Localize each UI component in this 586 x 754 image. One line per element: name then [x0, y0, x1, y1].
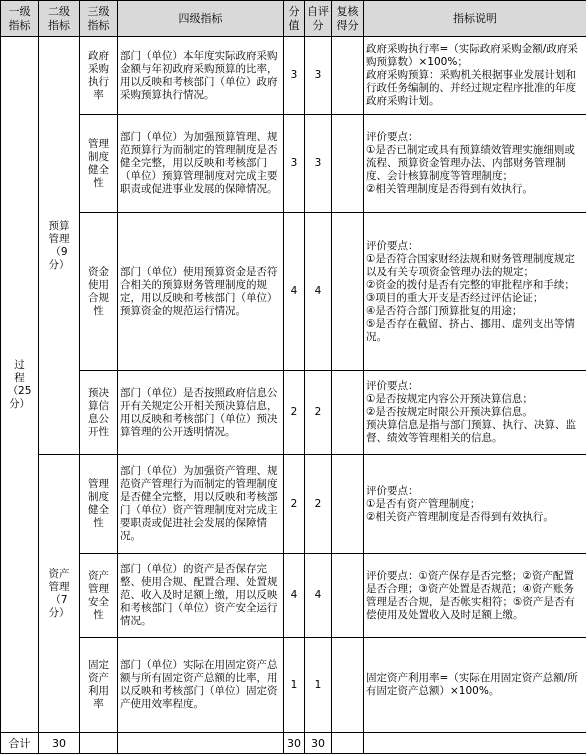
review-score-cell — [332, 371, 364, 455]
self-score-cell: 1 — [305, 638, 332, 733]
review-score-cell — [332, 455, 364, 554]
score-cell: 3 — [284, 115, 305, 213]
score-cell: 4 — [284, 554, 305, 638]
level3-cell: 固定 资产 利用 率 — [80, 638, 118, 733]
score-cell: 2 — [284, 371, 305, 455]
level3-cell: 资金 使用 合规 性 — [80, 213, 118, 371]
table-row — [1, 554, 586, 638]
level3-cell: 资产 管理 安全 性 — [80, 554, 118, 638]
review-score-cell — [332, 638, 364, 733]
self-score-cell: 2 — [305, 455, 332, 554]
header-self-score: 自评 分 — [305, 1, 332, 37]
table-row — [1, 638, 586, 733]
level4-cell: 部门（单位）的资产是否保存完整、使用合规、配置合理、处置规范、收入及时足额上缴，用以反映和考核部门（单位）资产安全运行情况。 — [118, 554, 284, 638]
header-description: 指标说明 — [364, 1, 586, 37]
self-score-cell: 3 — [305, 115, 332, 213]
level4-cell: 部门（单位）实际在用固定资产总额与所有固定资产总额的比率，用以反映和考核部门（单位）固定资产使用效率程度。 — [118, 638, 284, 733]
table-row — [1, 37, 586, 115]
description-cell: 评价要点： ①是否按规定内容公开预决算信息； ②是否按规定时限公开预决算信息。 预决算信息是指与部门预算、执行、决算、监督、绩效等管理相关的信息。 — [364, 371, 586, 455]
description-cell: 评价要点：①资产保存是否完整；②资产配置是否合理；③资产处置是否规范；④资产账务管理是否合规，是否帐实相符；⑤资产是否有偿使用及处置收入及时足额上缴。 — [364, 554, 586, 638]
header-review-score: 复核 得分 — [332, 1, 364, 37]
score-cell: 4 — [284, 213, 305, 371]
self-score-cell: 2 — [305, 371, 332, 455]
table-row — [1, 371, 586, 455]
description-cell: 政府采购执行率=（实际政府采购金额/政府采购预算数）×100%； 政府采购预算：采购机关根据事业发展计划和行政任务编制的、并经过规定程序批准的年度政府采购计划。 — [364, 37, 586, 115]
total-empty-description — [364, 733, 586, 754]
header-level2: 二级 指标 — [39, 1, 80, 37]
level4-cell: 部门（单位）使用预算资金是否符合相关的预算财务管理制度的规定，用以反映和考核部门（单位）预算资金的规范运行情况。 — [118, 213, 284, 371]
header-level4: 四级指标 — [118, 1, 284, 37]
header-row — [1, 1, 586, 37]
self-score-cell: 4 — [305, 554, 332, 638]
level2-cell-budget: 预算 管理 （9 分） — [39, 37, 80, 455]
level4-cell: 部门（单位）为加强资产管理、规范资产管理行为而制定的管理制度是否健全完整，用以反映和考核部门（单位）资产管理制度对完成主要职责或促进社会发展的保障情况。 — [118, 455, 284, 554]
description-cell: 评价要点： ①是否有资产管理制度； ②相关资产管理制度是否得到有效执行。 — [364, 455, 586, 554]
header-level1: 一级 指标 — [1, 1, 39, 37]
header-level3: 三级 指标 — [80, 1, 118, 37]
level3-cell: 管理 制度 健全 性 — [80, 115, 118, 213]
self-score-cell: 3 — [305, 37, 332, 115]
review-score-cell — [332, 213, 364, 371]
review-score-cell — [332, 554, 364, 638]
review-score-cell — [332, 37, 364, 115]
header-score: 分 值 — [284, 1, 305, 37]
table-row — [1, 213, 586, 371]
score-cell: 2 — [284, 455, 305, 554]
level4-cell: 部门（单位）为加强预算管理、规范预算行为而制定的管理制度是否健全完整，用以反映和考核部门（单位）预算管理制度对完成主要职责或促进事业发展的保障情况。 — [118, 115, 284, 213]
description-cell: 评价要点： ①是否符合国家财经法规和财务管理制度规定以及有关专项资金管理办法的规定； ②资金的拨付是否有完整的审批程序和手续； ③项目的重大开支是否经过评估论证； ④是否符合部门预算批复的用途； ⑤是否存在截留、挤占、挪用、虚列支出等情况。 — [364, 213, 586, 371]
description-cell: 评价要点： ①是否已制定或具有预算绩效管理实施细则或流程、预算资金管理办法、内部财务管理制度、会计核算制度等管理制度； ②相关管理制度是否得到有效执行。 — [364, 115, 586, 213]
score-cell: 3 — [284, 37, 305, 115]
level3-cell: 预决 算信 息公 开性 — [80, 371, 118, 455]
description-cell: 固定资产利用率=（实际在用固定资产总额/所有固定资产总额）×100%。 — [364, 638, 586, 733]
level4-cell: 部门（单位）是否按照政府信息公开有关规定公开相关预决算信息，用以反映和考核部门（单位）预决算管理的公开透明情况。 — [118, 371, 284, 455]
total-label: 合计 — [1, 733, 39, 754]
level4-cell: 部门（单位）本年度实际政府采购金额与年初政府采购预算的比率，用以反映和考核部门（单位）政府采购预算执行情况。 — [118, 37, 284, 115]
level3-cell: 管理 制度 健全 性 — [80, 455, 118, 554]
total-level2-value: 30 — [39, 733, 80, 754]
table-row — [1, 455, 586, 554]
total-score: 30 — [284, 733, 305, 754]
level1-cell: 过 程 （25 分） — [1, 37, 39, 733]
total-self-score: 30 — [305, 733, 332, 754]
total-row — [1, 733, 586, 754]
total-review-score — [332, 733, 364, 754]
review-score-cell — [332, 115, 364, 213]
level3-cell: 政府 采购 执行 率 — [80, 37, 118, 115]
total-empty-level4 — [118, 733, 284, 754]
score-cell: 1 — [284, 638, 305, 733]
self-score-cell: 4 — [305, 213, 332, 371]
level2-cell-asset: 资产 管理 （7 分） — [39, 455, 80, 733]
total-empty-level3 — [80, 733, 118, 754]
table-row — [1, 115, 586, 213]
